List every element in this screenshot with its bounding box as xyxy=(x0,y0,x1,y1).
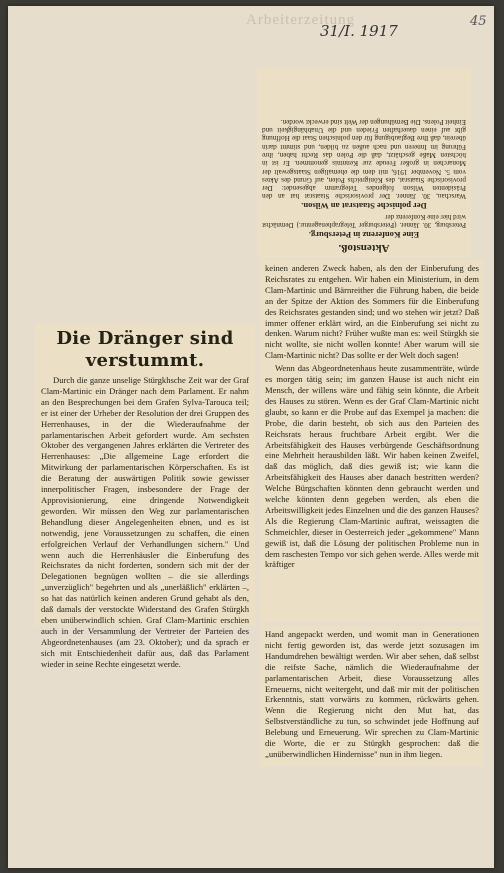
handwritten-date: 31/I. 1917 xyxy=(320,22,398,40)
upside-body: Warschau, 30. Jänner. Der provisorische Staatsrat hat an den Präsidenten Wilson folgendes Telegramm abgesendet: Der provisorische Staatsrat, des Königreichs Polen, auf Grund des Aktes vom 5. November 1916, mit dem die ehemaligen Staatsgewalt der Monarchen in großer Freude zur Kenntnis genommen. Er ist in höchsten Maße geschätzt, daß die Polen das Recht haben, ihre Führung im Inneren und nach außen zu bilden, und stimmt darin überein, daß Ihre Beglaubigung für den polnischen Staat die Hoffnung gibt auf einen dauerhaften Frieden und die Unabhängigkeit und Einheit Polens. Die Bemühungen der Welt sind erweckt worden. xyxy=(262,117,466,201)
right-paragraph-2: Wenn das Abgeordnetenhaus heute zusammenträte, würde es morgen tätig sein; im ganzen Hause ist auch nicht ein Mensch, der willens wäre und fähig sein könnte, die Arbeit des Hauses zu stören. Wenn es der Graf Clam-Martinic nicht glaubt, so kann er die Probe auf das Exempel ja machen: die Probe, die darin besteht, ob sich aus den Parteien des Reichsrats heraus fruchtbare Arbeit ergibt. Wer die Arbeitsfähigkeit des Hauses verbürgende Geschäftsordnung eine Mehrheit herausbilden läßt. Wir haben keinen Zweifel, daß das möglich, daß dies gewiß ist; wie kann die Arbeitsfähigkeit des Hauses aber danach bestritten werden? Welche Bürgschaften könnten denn gebraucht werden und welche könnten denn gegeben werden, als eben die Arbeitswilligkeit jedes Einzelnen und die des ganzen Hauses? Als die Regierung Clam-Martinic auftrat, weissagten die Schmeichler, dieser in Oesterreich jeder „gekommene" Mann gewiß ist, daß die Lösung der politischen Probleme nun in dem raschesten Tempo vor sich gehen werde. Alles werde mit kräftiger xyxy=(265,363,479,570)
bottom-paragraph: Hand angepackt werden, und womit man in Generationen nicht fertig geworden ist, das werde jetzt sozusagen im Handumdrehen bewältigt werden. Wir aber sehen, daß selbst die reifste Sache, nämlich die Wiederaufnahme der parlamentarischen Arbeit, diese Voraussetzung alles Erneuerns, nicht weitergeht, und daß mir mit der politischen Erkenntnis, statt vorwärts zu kommen, rückwärts gehen. Wenn die Regierung nicht den Mut hat, das Selbstverständliche zu tun, so schwindet jede Hoffnung auf Belebung und Erneuerung. Wir sprechen zu Clam-Martinic die Worte, die er zu Stürgkh gesprochen: daß die „unüberwindlichen Hindernisse" nun in ihm liegen. xyxy=(265,629,479,759)
upside-headline: Der polnische Staatsrat an Wilson. xyxy=(301,201,427,212)
upside-down-clipping xyxy=(257,68,471,258)
article-paragraph: Durch die ganze unselige Stürgkhsche Zeit war der Graf Clam-Martinic ein Dränger nach dem Parlament. Er nahm an den Besprechungen bei dem Grafen Sylva-Tarouca teil; er ist einer der Urheber der Resolution der drei Gruppen des Herrenhauses, in der die Wiederaufnahme der parlamentarischen Arbeit gefordert wurde. Am sechsten Oktober des vergangenen Jahres erklärten die Vertreter des Herrenhauses: „Die allgemeine Lage erfordert die Mitwirkung der parlamentarischen Körperschaften. Es ist die Beratung der auswärtigen Politik sowie gewisser innerpolitischer Fragen, insbesondere der Frage der Approvisionierung, eine dringende Notwendigkeit geworden. Wir müssen den Weg zur parlamentarischen Behandlung dieser Angelegenheiten ebnen, und es ist notwendig, jene Voraussetzungen zu schaffen, die einen erfolgreichen Verlauf der Verhandlungen sichern." Und wenn auch die Herrenhäusler die Einberufung des Reichsrates da nicht forderten, sondern sich mit der der Delegationen begnügen wollten – die sie allerdings „unverzüglich" begehrten und als „unerläßlich" erklärten –, so hat das natürlich keinen anderen Grund gehabt als den, daß damals der verstockte Widerstand des Grafen Stürgkh eben unüberwindlich schien. Graf Clam-Martinic erschien auch in der Versammlung der Vertreter der Parteien des Abgeordnetenhauses (am 23. Oktober); und da sprach er sich mit Entschiedenheit dafür aus, daß das Parlament wieder in seine Rechte eingesetzt werde. xyxy=(41,375,249,669)
article-headline: Die Dränger sind verstummt. xyxy=(56,328,234,371)
archive-stamp: Arbeiterzeitung xyxy=(246,12,356,28)
right-paragraph-1: keinen anderen Zweck haben, als den der Einberufung des Reichsrates zu entgehen. Wir haben ein Ministerium, in dem Clam-Martinic und Bärnreither die Führung haben, die beide an der Spitze der Aktion des Sommers für die Einberufung des Reichsrates gestanden sind; und wo stehen wir jetzt? Daß immer offener erklärt wird, an die Einberufung sei nicht zu denken. Warum nicht? Früher wußte man es: weil Stürgkh sie nicht wollte, sie nicht wollen konnte! Aber warum will sie Clam-Martinic nicht? Das sollte er der Welt doch sagen! xyxy=(265,263,479,361)
bottom-clipping xyxy=(260,626,484,766)
archive-sheet xyxy=(8,6,494,868)
upside-title: Aktenstoß. xyxy=(338,242,390,254)
right-clipping xyxy=(260,260,484,622)
upside-subtitle: Eine Konferenz in Petersburg. xyxy=(308,230,420,240)
left-clipping xyxy=(35,324,255,669)
upside-dateline: Petersburg, 30. Jänner. (Petersburger Telegraphenagentur.) Demnächst wird hier eine Konferenz der xyxy=(262,212,466,229)
page-number: 45 xyxy=(470,14,487,29)
